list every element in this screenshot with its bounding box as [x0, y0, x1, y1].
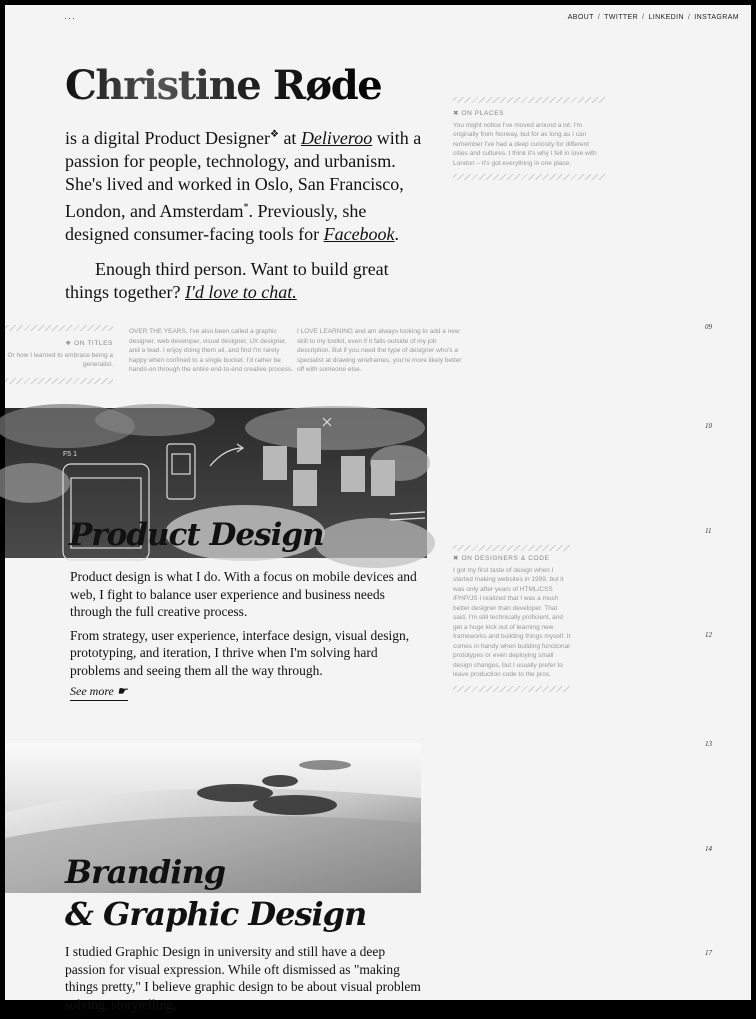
product-design-title[interactable]: Product Design: [69, 517, 324, 553]
nav-instagram[interactable]: INSTAGRAM: [694, 14, 739, 21]
cta-paragraph: [65, 258, 425, 304]
page: [5, 5, 751, 1012]
page-title: Christine Røde: [65, 62, 382, 109]
employer-link[interactable]: Deliveroo: [300, 128, 373, 148]
intro-text: is a digital Product Designer: [65, 128, 270, 148]
branding-title-line2: & Graphic Design: [65, 895, 367, 933]
nav-separator: /: [597, 14, 601, 21]
note-heading: ✖ ON DESIGNERS & CODE: [453, 555, 550, 562]
product-paragraph-2: From strategy, user experience, interface design, visual design, prototyping, and iteration, I thrive when I'm solving hard problems and seeing them all the way through.: [70, 627, 410, 678]
line-number: 17: [705, 949, 712, 957]
line-number: 12: [705, 631, 712, 639]
line-number: 13: [705, 740, 712, 748]
note-subtitle: Or how I learned to embrace being a generalist.: [7, 351, 113, 368]
menu-icon[interactable]: ···: [64, 13, 76, 23]
note-code: [453, 545, 571, 692]
branding-description: [65, 943, 421, 1019]
nav-separator: /: [642, 14, 645, 21]
product-design-description: [70, 568, 422, 685]
line-number: 09: [705, 323, 712, 331]
cta-text: Enough third person. Want to build great things together?: [65, 259, 389, 302]
note-titles-col2: I LOVE LEARNING and am always looking to add a new skill to my toolkit, even if it falls outside of my job description. But if you need the type of designer who's a specialist at drawing wireframes, you're more likely better off with someone else.: [297, 328, 462, 373]
nav-about[interactable]: ABOUT: [567, 14, 594, 21]
footnote-mark[interactable]: ❖: [269, 129, 279, 140]
line-number: 10: [705, 422, 712, 430]
note-titles-col1: OVER THE YEARS, I've also been called a graphic designer, web developer, visual designer, UX designer, and a lead. I enjoy doing them all, and find I'm rarely happy when confined to a single bucket. I'd rather be hands-on through the entire end-to-end creative process.: [129, 328, 294, 373]
see-more-link[interactable]: See more ☛: [70, 684, 128, 701]
note-heading: ✖ ON PLACES: [453, 110, 505, 117]
nav-linkedin[interactable]: LINKEDIN: [648, 14, 684, 21]
branding-paragraph-1: I studied Graphic Design in university and still have a deep passion for visual expression. While oft dismissed as "making things pretty," I believe graphic design to be about visual problem solving, storytelling,: [65, 944, 421, 1012]
nav-twitter[interactable]: TWITTER: [604, 14, 639, 21]
note-body: You might notice I've moved around a lot. I'm originally from Norway, but for as long as I can remember I've had a deep curiosity for different cities and cultures. I think it's why I fell in love with London – it's got everything in one place.: [453, 121, 597, 167]
product-paragraph-1: Product design is what I do. With a focus on mobile devices and web, I fight to balance user experience and business needs through the full creative process.: [70, 569, 417, 619]
note-places: [453, 97, 605, 180]
wavy-divider: [5, 378, 113, 384]
intro-text: at: [278, 128, 301, 148]
note-body: I got my first taste of design when I started making websites in 1999, but it was only after years of HTML/CSS /PHP/JS I realized that I was a much better designer than developer. That said, I'm still technically proficient, and get a huge kick out of learning new frameworks and building things myself. It comes in handy when building functional prototypes or even deploying small design changes, but I usually prefer to leave production code to the pros.: [453, 566, 571, 678]
wavy-divider: [453, 686, 571, 692]
footnote-mark[interactable]: *: [243, 202, 249, 213]
wavy-divider: [453, 545, 571, 551]
intro-text: with a passion for people, technology, and urbanism. She's lived and worked in Oslo, San Francisco, London, and Amsterdam: [65, 128, 422, 221]
contact-link[interactable]: I'd love to chat.: [184, 282, 297, 302]
intro-text: . Previously, she designed consumer-facing tools for: [65, 201, 367, 244]
line-number: 11: [705, 527, 712, 535]
branding-title[interactable]: [65, 851, 366, 935]
wavy-divider: [453, 97, 605, 103]
top-nav: [568, 14, 739, 21]
intro: [65, 123, 425, 304]
line-number: 14: [705, 845, 712, 853]
intro-paragraph: [65, 123, 425, 246]
intro-text: .: [394, 224, 400, 244]
wavy-divider: [5, 325, 113, 331]
note-heading: ❖ ON TITLES: [65, 340, 113, 347]
note-titles: [5, 325, 113, 384]
previous-employer-link[interactable]: Facebook: [323, 224, 395, 244]
wavy-divider: [453, 174, 605, 180]
sketch-label: F5 1: [63, 451, 78, 458]
nav-separator: /: [687, 14, 691, 21]
branding-title-line1: Branding: [65, 853, 226, 891]
